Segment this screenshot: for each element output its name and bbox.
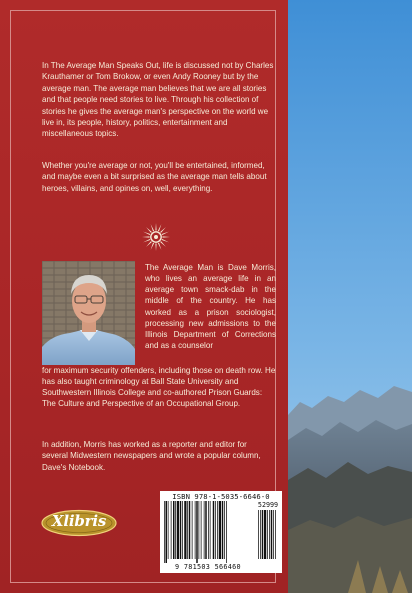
author-bio-continued: for maximum security offenders, including those on death row. He has also taught criminology at Ball State University and Southwestern Illinois College and co-authored Prison Guards: The Culture and Perspective of an Occupational Group. (42, 366, 276, 409)
isbn-label: ISBN 978-1-5035-6646-0 (172, 492, 270, 501)
price-code: 52999 (257, 501, 279, 509)
blurb-paragraph-1: In The Average Man Speaks Out, life is discussed not by Charles Krauthamer or Tom Brokow, or even Andy Rooney but by the average man. The average man believes that we are all stories and that people need stories to live. Through his collection of stories he gives the average man's perspective on the world we live in, its people, history, politics, entertainment and miscellaneous topics. (42, 61, 274, 139)
publisher-logo-text: Xlibris (51, 512, 107, 530)
isbn-barcode (160, 491, 282, 573)
author-photo (42, 261, 135, 365)
blurb-paragraph-2: Whether you're average or not, you'll be entertained, informed, and maybe even a bit surprised as the average man tells about heroes, villains, and opines on, well, everything. (42, 161, 267, 193)
author-bio-paragraph-2: In addition, Morris has worked as a reporter and editor for several Midwestern newspapers and wrote a popular column, Dave's Notebook. (42, 440, 261, 472)
author-bio-beside-photo: The Average Man is Dave Morris, who lives an average life in an average town smack-dab in the middle of the country. He has worked as a prison sociologist, processing new admissions to the Illinois Department of Corrections and as a counselor (145, 263, 276, 351)
ean-digits: 9 781503 566460 (175, 563, 241, 571)
sunburst-ornament-icon (141, 222, 171, 252)
mountain-landscape-image (288, 0, 412, 593)
barcode-bars (162, 501, 280, 563)
